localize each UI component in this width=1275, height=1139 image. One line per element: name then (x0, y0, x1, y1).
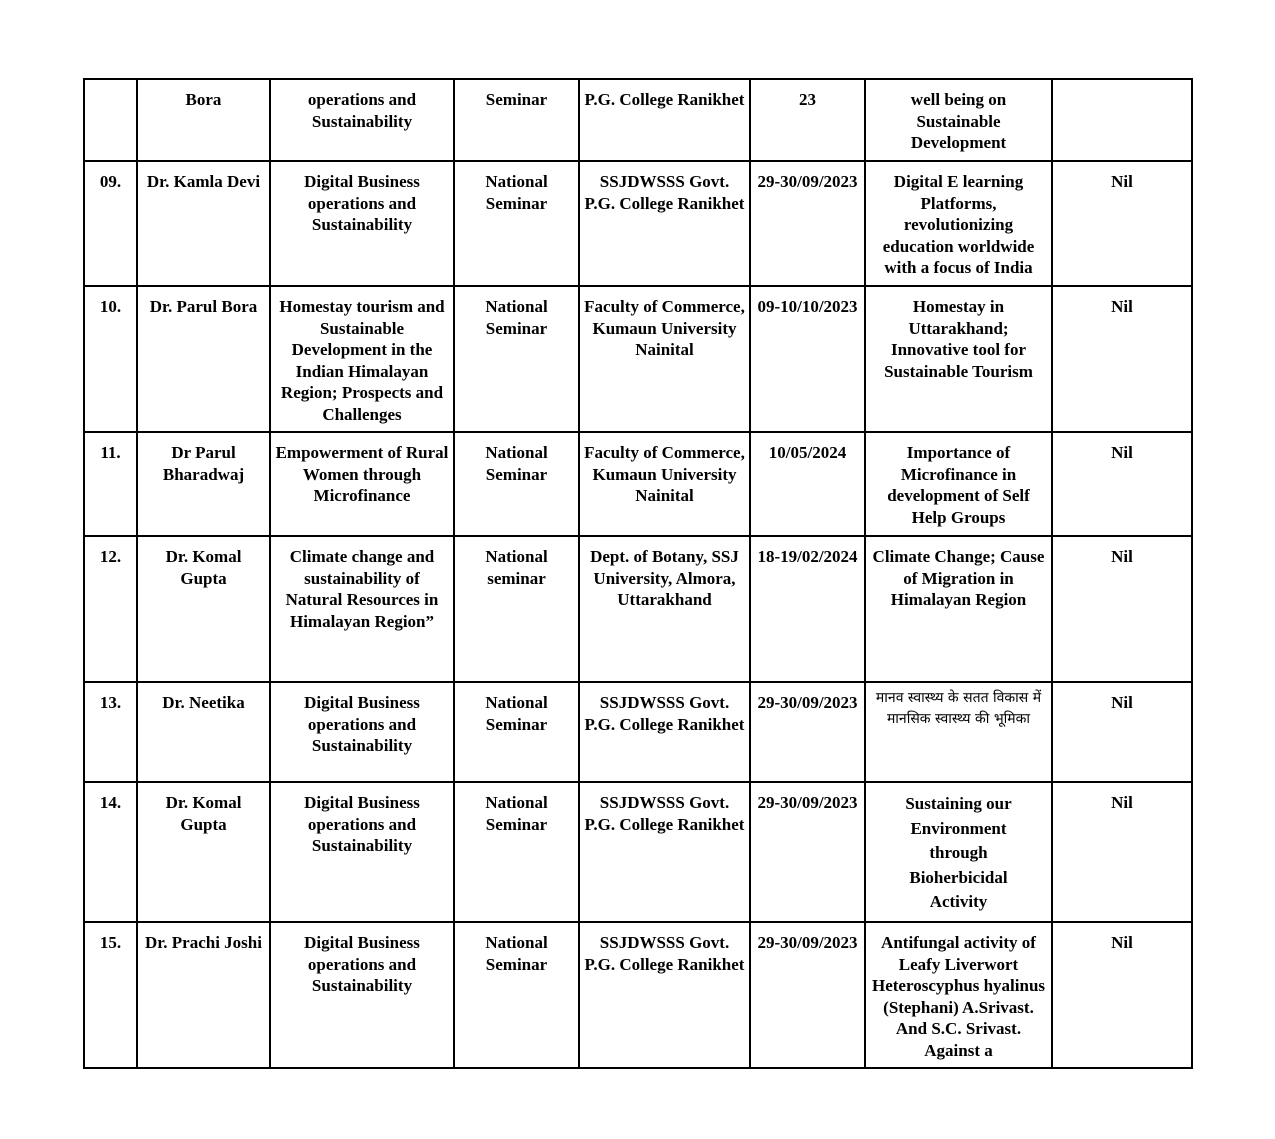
seminar-level-cell: National Seminar (454, 161, 579, 286)
serial-number-cell: 13. (84, 682, 137, 782)
seminar-theme-cell: Empowerment of Rural Women through Microfinance (270, 432, 454, 536)
organizer-cell: Faculty of Commerce, Kumaun University Nainital (579, 432, 750, 536)
organizer-cell: Dept. of Botany, SSJ University, Almora, Uttarakhand (579, 536, 750, 682)
table-row (84, 161, 1192, 286)
seminar-theme-cell: operations and Sustainability (270, 79, 454, 161)
seminar-level-cell: Seminar (454, 79, 579, 161)
participant-name-cell: Bora (137, 79, 270, 161)
date-cell: 18-19/02/2024 (750, 536, 865, 682)
table-row (84, 922, 1192, 1068)
serial-number-cell (84, 79, 137, 161)
serial-number-cell: 14. (84, 782, 137, 922)
paper-title-cell: Importance of Microfinance in development of Self Help Groups (865, 432, 1052, 536)
date-cell: 09-10/10/2023 (750, 286, 865, 432)
remark-cell: Nil (1052, 682, 1192, 782)
table-row (84, 536, 1192, 682)
seminar-theme-cell: Climate change and sustainability of Natural Resources in Himalayan Region” (270, 536, 454, 682)
remark-cell (1052, 79, 1192, 161)
serial-number-cell: 15. (84, 922, 137, 1068)
organizer-cell: Faculty of Commerce, Kumaun University Nainital (579, 286, 750, 432)
table-row (84, 432, 1192, 536)
seminar-level-cell: National Seminar (454, 922, 579, 1068)
remark-cell: Nil (1052, 161, 1192, 286)
seminar-theme-cell: Digital Business operations and Sustainability (270, 682, 454, 782)
seminar-theme-cell: Digital Business operations and Sustainability (270, 922, 454, 1068)
seminar-theme-cell: Homestay tourism and Sustainable Development in the Indian Himalayan Region; Prospects and Challenges (270, 286, 454, 432)
seminar-theme-cell: Digital Business operations and Sustainability (270, 782, 454, 922)
table-row (84, 286, 1192, 432)
organizer-cell: P.G. College Ranikhet (579, 79, 750, 161)
paper-title-cell: मानव स्वास्थ्य के सतत विकास में मानसिक स्वास्थ्य की भूमिका (865, 682, 1052, 782)
seminar-level-cell: National Seminar (454, 782, 579, 922)
organizer-cell: SSJDWSSS Govt. P.G. College Ranikhet (579, 161, 750, 286)
date-cell: 10/05/2024 (750, 432, 865, 536)
paper-title-cell: Homestay in Uttarakhand; Innovative tool for Sustainable Tourism (865, 286, 1052, 432)
remark-cell: Nil (1052, 922, 1192, 1068)
participant-name-cell: Dr. Parul Bora (137, 286, 270, 432)
serial-number-cell: 10. (84, 286, 137, 432)
date-cell: 29-30/09/2023 (750, 682, 865, 782)
table-row (84, 682, 1192, 782)
seminar-level-cell: National Seminar (454, 432, 579, 536)
participant-name-cell: Dr. Prachi Joshi (137, 922, 270, 1068)
paper-title-cell: well being on Sustainable Development (865, 79, 1052, 161)
seminar-participation-table (83, 78, 1193, 1069)
serial-number-cell: 09. (84, 161, 137, 286)
participant-name-cell: Dr Parul Bharadwaj (137, 432, 270, 536)
participant-name-cell: Dr. Kamla Devi (137, 161, 270, 286)
participant-name-cell: Dr. Neetika (137, 682, 270, 782)
remark-cell: Nil (1052, 286, 1192, 432)
table-row (84, 782, 1192, 922)
organizer-cell: SSJDWSSS Govt. P.G. College Ranikhet (579, 922, 750, 1068)
participant-name-cell: Dr. Komal Gupta (137, 782, 270, 922)
table-row (84, 79, 1192, 161)
remark-cell: Nil (1052, 782, 1192, 922)
participant-name-cell: Dr. Komal Gupta (137, 536, 270, 682)
organizer-cell: SSJDWSSS Govt. P.G. College Ranikhet (579, 782, 750, 922)
date-cell: 29-30/09/2023 (750, 922, 865, 1068)
seminar-level-cell: National Seminar (454, 682, 579, 782)
paper-title-cell: Sustaining our Environment through Bioherbicidal Activity (865, 782, 1052, 922)
organizer-cell: SSJDWSSS Govt. P.G. College Ranikhet (579, 682, 750, 782)
seminar-theme-cell: Digital Business operations and Sustainability (270, 161, 454, 286)
date-cell: 29-30/09/2023 (750, 782, 865, 922)
serial-number-cell: 11. (84, 432, 137, 536)
paper-title-cell: Antifungal activity of Leafy Liverwort Heteroscyphus hyalinus (Stephani) A.Srivast. And S.C. Srivast. Against a (865, 922, 1052, 1068)
serial-number-cell: 12. (84, 536, 137, 682)
seminar-level-cell: National seminar (454, 536, 579, 682)
date-cell: 29-30/09/2023 (750, 161, 865, 286)
date-cell: 23 (750, 79, 865, 161)
remark-cell: Nil (1052, 536, 1192, 682)
remark-cell: Nil (1052, 432, 1192, 536)
paper-title-cell: Climate Change; Cause of Migration in Himalayan Region (865, 536, 1052, 682)
paper-title-cell: Digital E learning Platforms, revolutionizing education worldwide with a focus of India (865, 161, 1052, 286)
seminar-level-cell: National Seminar (454, 286, 579, 432)
